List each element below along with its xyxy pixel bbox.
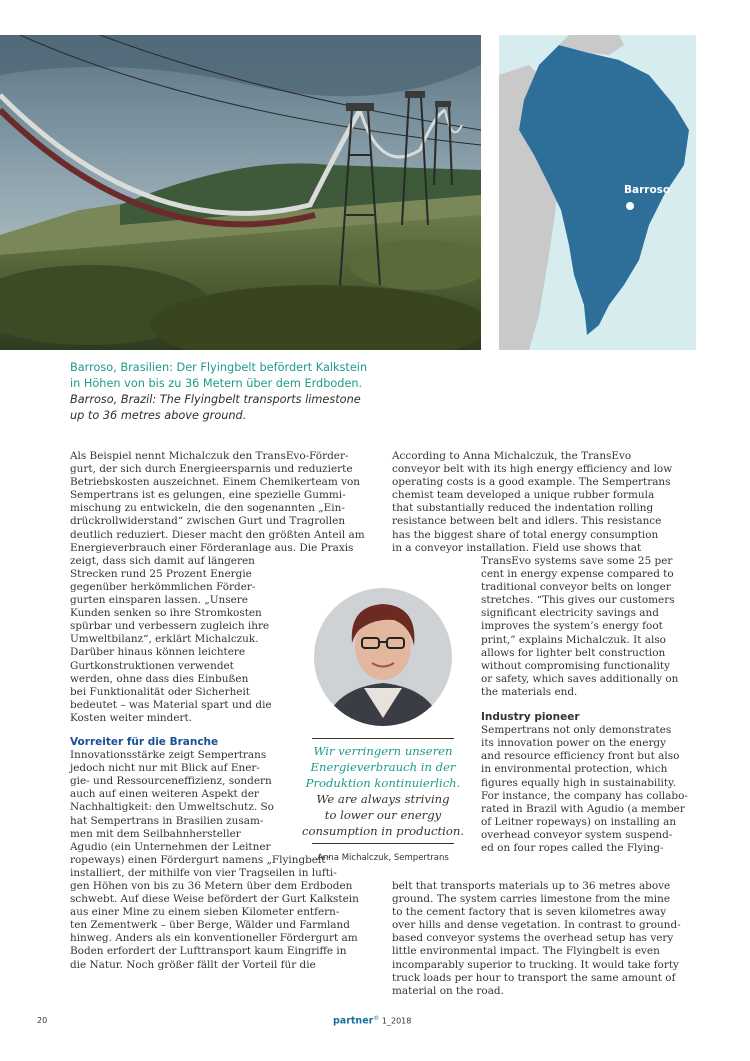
portrait-art (314, 588, 452, 726)
text-line: gegenüber herkömmlichen Förder- (70, 580, 256, 593)
map-marker-barroso (626, 202, 634, 210)
flyingbelt-photo (0, 35, 481, 350)
text-line: Kosten weiter mindert. (70, 711, 193, 724)
text-line: ed on four ropes called the Flying- (481, 841, 664, 854)
english-body-text-narrow (481, 555, 696, 855)
text-line: deutlich reduziert. Dieser macht den größten Anteil am (70, 528, 365, 541)
text-line: bei Funktionalität oder Sicherheit (70, 685, 250, 698)
pull-quote (296, 743, 470, 839)
section-heading-english: Industry pioneer (481, 711, 580, 724)
caption-line: Barroso, Brasilien: Der Flyingbelt befördert Kalkstein (70, 361, 368, 374)
text-line: conveyor belt with its high energy efficiency and low (392, 463, 673, 476)
text-line: Sempertrans not only demonstrates (481, 724, 672, 737)
text-line: auch auf einen weiteren Aspekt der (70, 788, 259, 801)
section-heading-german: Vorreiter für die Branche (70, 735, 219, 748)
text-line: Umweltbilanz“, erklärt Michalczuk. (70, 633, 259, 646)
portrait-photo (314, 588, 452, 726)
text-line: in a conveyor installation. Field use shows that (392, 541, 642, 554)
text-line: Nachhaltigkeit: den Umweltschutz. So (70, 801, 274, 814)
text-line: resistance between belt and idlers. This resistance (392, 515, 662, 528)
text-line: Strecken rund 25 Prozent Energie (70, 567, 252, 580)
page-number: 20 (37, 1016, 48, 1025)
text-line: cent in energy expense compared to (481, 568, 674, 581)
text-line: Betriebskosten auszeichnet. Einem Chemikerteam von (70, 476, 360, 489)
text-line: and resource efficiency front but also (481, 750, 680, 763)
text-line: the materials end. (481, 685, 578, 698)
text-line: Innovationsstärke zeigt Sempertrans (70, 749, 267, 762)
quote-line: to lower our energy (324, 808, 442, 822)
issue-number: 1_2018 (381, 1016, 412, 1026)
text-line: werden, ohne dass dies Einbußen (70, 672, 249, 685)
text-line: rated in Brazil with Agudio (a member (481, 802, 685, 815)
quote-rule-top (312, 738, 454, 739)
english-body-text-bottom (392, 880, 697, 998)
text-line: gie- und Ressourceneffizienz, sondern (70, 775, 272, 788)
text-line: Kunden senken so ihre Stromkosten (70, 607, 262, 620)
text-line: men mit dem Seilbahnhersteller (70, 827, 241, 840)
text-line: Gurtkonstruktionen verwendet (70, 659, 234, 672)
text-line: allows for lighter belt construction (481, 646, 666, 659)
text-line: over hills and dense vegetation. In contrast to ground- (392, 919, 681, 932)
caption-line: Barroso, Brazil: The Flyingbelt transports limestone (70, 393, 361, 406)
text-line: bedeutet – was Material spart und die (70, 698, 272, 711)
text-line: installiert, der mithilfe von vier Tragseilen in lufti- (70, 866, 337, 879)
text-line: belt that transports materials up to 36 metres above (392, 880, 671, 892)
text-line: gurten einsparen lassen. „Unsere (70, 594, 248, 607)
text-line: of Leitner ropeways) on installing an (481, 815, 677, 828)
text-line: drückrollwiderstand“ zwischen Gurt und Tragrollen (70, 515, 346, 528)
footer-brand (333, 1015, 411, 1027)
pull-quote-english (296, 791, 470, 839)
text-line: spürbar und verbessern zugleich ihre (70, 620, 270, 633)
pull-quote-german (296, 743, 470, 791)
text-line: schwebt. Auf diese Weise befördert der Gurt Kalkstein (70, 893, 359, 906)
flyingbelt-photo-art (0, 35, 481, 350)
text-line: traditional conveyor belts on longer (481, 581, 671, 594)
text-line: in environmental protection, which (481, 763, 668, 776)
text-line: overhead conveyor system suspend- (481, 828, 673, 841)
english-body-text (392, 450, 692, 555)
text-line: truck loads per hour to transport the same amount of (392, 971, 676, 984)
text-line: ropeways) einen Fördergurt namens „Flyingbelt“ (70, 853, 331, 866)
text-line: mischung zu entwickeln, die den sogenannten „Ein- (70, 502, 345, 515)
caption-line: in Höhen von bis zu 36 Metern über dem Erdboden. (70, 377, 363, 390)
text-line: little environmental impact. The Flyingbelt is even (392, 945, 660, 958)
text-line: significant electricity savings and (481, 607, 659, 620)
text-line: According to Anna Michalczuk, the TransEvo (392, 450, 632, 462)
quote-line: Energieverbrauch in der (310, 760, 456, 774)
text-line: ground. The system carries limestone from the mine (392, 893, 671, 906)
text-line: without compromising functionality (481, 659, 671, 672)
brand-mark: ® (373, 1015, 380, 1022)
text-line: material on the road. (392, 984, 504, 997)
quote-rule-bottom (312, 843, 454, 844)
photo-caption-german (70, 360, 390, 392)
text-line: die Natur. Noch größer fällt der Vorteil für die (70, 958, 316, 971)
text-line: has the biggest share of total energy consumption (392, 528, 659, 541)
text-line: Darüber hinaus können leichtere (70, 646, 246, 659)
text-line: operating costs is a good example. The Sempertrans (392, 476, 671, 489)
text-line: ten Zementwerk – über Berge, Wälder und Farmland (70, 919, 350, 932)
english-paragraph-2a (481, 724, 696, 855)
quote-attribution: Anna Michalczuk, Sempertrans (317, 853, 449, 863)
text-line: Agudio (ein Unternehmen der Leitner (70, 840, 271, 853)
text-line: incomparably superior to trucking. It would take forty (392, 958, 679, 971)
text-line: TransEvo systems save some 25 per (481, 555, 673, 567)
text-line: jedoch nicht nur mit Blick auf Ener- (70, 762, 260, 775)
english-paragraph-1a (392, 450, 692, 555)
text-line: gen Höhen von bis zu 36 Metern über dem Erdboden (70, 880, 353, 892)
caption-line: up to 36 metres above ground. (70, 409, 247, 422)
text-line: chemist team developed a unique rubber formula (392, 489, 655, 502)
text-line: that substantially reduced the indentation rolling (392, 502, 654, 515)
text-line: hat Sempertrans in Brasilien zusam- (70, 814, 264, 827)
photo-caption-english (70, 392, 390, 424)
english-heading (481, 711, 696, 724)
map-label-barroso: Barroso (624, 184, 671, 196)
text-line: Boden erfordert der Lufttransport kaum Eingriffe in (70, 945, 347, 958)
text-line: zeigt, dass sich damit auf längeren (70, 554, 255, 567)
english-paragraph-2b (392, 880, 697, 998)
text-line: improves the system’s energy foot (481, 620, 663, 633)
text-line: to the cement factory that is seven kilometres away (392, 906, 667, 919)
quote-line: consumption in production. (302, 824, 464, 838)
text-line: its innovation power on the energy (481, 737, 667, 750)
text-line: Als Beispiel nennt Michalczuk den TransEvo-Förder- (70, 450, 349, 462)
text-line: gurt, der sich durch Energieersparnis und reduzierte (70, 463, 353, 476)
text-line: figures equally high in sustainability. (481, 776, 676, 789)
text-line: Energieverbrauch einer Förderanlage aus. Die Praxis (70, 541, 354, 554)
quote-line: Wir verringern unseren (313, 744, 453, 758)
text-line: hinweg. Anders als ein konventioneller Fördergurt am (70, 932, 358, 945)
text-line: Sempertrans ist es gelungen, eine spezielle Gummi- (70, 489, 346, 502)
text-line: aus einer Mine zu einem sieben Kilometer entfern- (70, 906, 340, 919)
text-line: based conveyor systems the overhead setup has very (392, 932, 674, 945)
text-line: or safety, which saves additionally on (481, 672, 679, 685)
brand-name: partner (333, 1015, 374, 1027)
text-line: stretches. “This gives our customers (481, 594, 675, 607)
english-paragraph-1b (481, 555, 696, 699)
text-line: print,” explains Michalczuk. It also (481, 633, 666, 646)
quote-line: Produktion kontinuierlich. (305, 776, 461, 790)
text-line: For instance, the company has collabo- (481, 789, 688, 802)
quote-line: We are always striving (316, 792, 450, 806)
german-body-text (70, 450, 380, 972)
brazil-map (499, 35, 696, 350)
